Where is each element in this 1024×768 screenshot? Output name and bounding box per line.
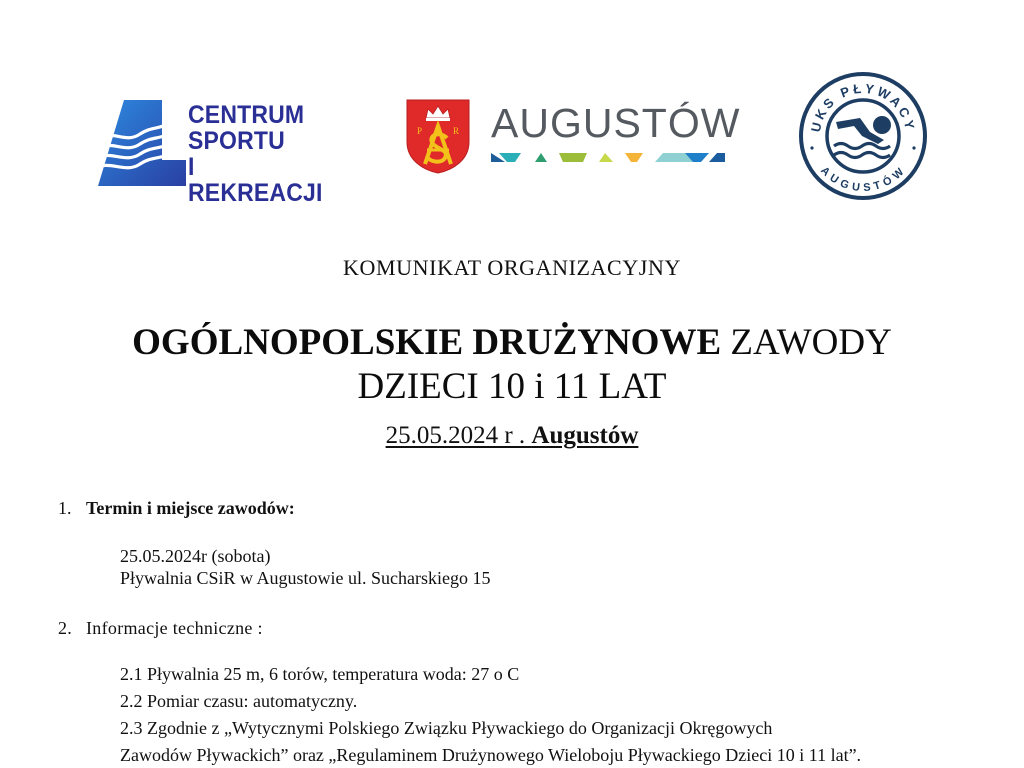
section-2-line-pool: 2.1 Pływalnia 25 m, 6 torów, temperatura woda: 27 o C <box>120 664 520 684</box>
augustow-wordmark: AUGUSTÓW <box>491 100 741 146</box>
svg-text:P: P <box>417 126 423 136</box>
uks-plywacy-logo <box>798 70 928 202</box>
section-2-line-rules-2: Zawodów Pływackich” oraz „Regulaminem Drużynowego Wieloboju Pływackiego Dzieci 10 i 11 lat”. <box>120 745 862 765</box>
svg-text:UKS PŁYWACY: UKS PŁYWACY <box>807 80 919 134</box>
event-title-bold: OGÓLNOPOLSKIE DRUŻYNOWE <box>132 322 722 363</box>
event-date-place <box>0 420 1024 452</box>
event-place: Augustów <box>531 422 639 449</box>
csir-line-2: SPORTU <box>188 127 285 155</box>
svg-text:AUGUSTÓW: AUGUSTÓW <box>818 164 908 195</box>
section-1-line-venue: Pływalnia CSiR w Augustowie ul. Sucharskiego 15 <box>120 568 491 588</box>
svg-text:R: R <box>453 126 460 136</box>
csir-wordmark <box>188 102 329 206</box>
section-2-label: Informacje techniczne : <box>86 618 263 638</box>
augustow-crest-icon <box>405 98 471 174</box>
csir-logo <box>96 100 341 207</box>
csir-line-1: CENTRUM <box>188 101 305 129</box>
section-2-heading <box>58 617 263 639</box>
event-date-text: 25.05.2024 r . <box>385 422 532 449</box>
section-1-label: Termin i miejsce zawodów: <box>86 498 295 518</box>
augustow-logo <box>405 98 741 176</box>
section-2-line-timing: 2.2 Pomiar czasu: automatyczny. <box>120 691 358 711</box>
event-title-line-1 <box>0 322 1024 364</box>
event-title-line-2: DZIECI 10 i 11 LAT <box>357 366 667 407</box>
section-1-number: 1. <box>58 498 72 518</box>
csir-line-3: I REKREACJI <box>188 153 323 207</box>
event-date <box>386 422 639 449</box>
komunikat-heading: KOMUNIKAT ORGANIZACYJNY <box>343 255 681 280</box>
augustow-color-stripe <box>491 153 725 162</box>
section-2-line-rules-1: 2.3 Zgodnie z „Wytycznymi Polskiego Związku Pływackiego do Organizacji Okręgowych <box>120 718 773 738</box>
section-1-heading <box>58 497 295 519</box>
event-title-regular: ZAWODY <box>721 322 892 363</box>
section-1-line-date: 25.05.2024r (sobota) <box>120 546 271 566</box>
csir-wave-a-icon <box>96 100 186 186</box>
section-2-number: 2. <box>58 618 73 638</box>
uks-swimmer-badge-icon <box>798 70 928 202</box>
